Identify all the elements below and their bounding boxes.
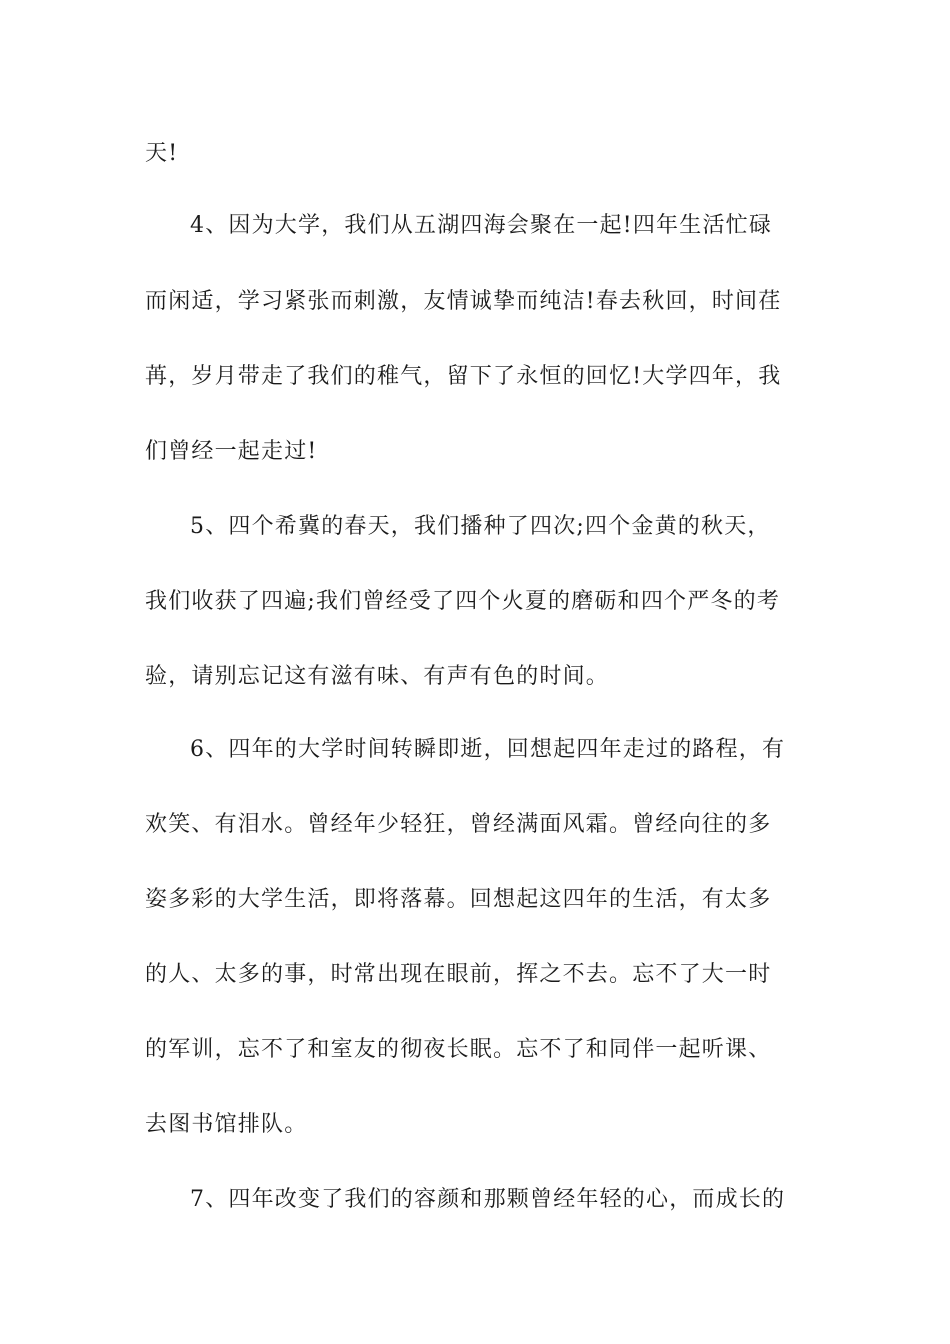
text-line: 们曾经一起走过! bbox=[145, 439, 318, 464]
text-line: 而闲适，学习紧张而刺激，友情诚挚而纯洁!春去秋回，时间荏 bbox=[145, 289, 782, 314]
paragraph-4-line-1: 4、因为大学，我们从五湖四海会聚在一起!四年生活忙碌 bbox=[190, 213, 773, 238]
text-line: 苒，岁月带走了我们的稚气，留下了永恒的回忆!大学四年，我 bbox=[145, 364, 782, 389]
text-line: 的人、太多的事，时常出现在眼前，挥之不去。忘不了大一时 bbox=[145, 962, 772, 987]
text-line: 姿多彩的大学生活，即将落幕。回想起这四年的生活，有太多 bbox=[145, 887, 772, 912]
text-line: 去图书馆排队。 bbox=[145, 1112, 308, 1137]
text-line: 欢笑、有泪水。曾经年少轻狂，曾经满面风霜。曾经向往的多 bbox=[145, 812, 772, 837]
paragraph-6-line-1: 6、四年的大学时间转瞬即逝，回想起四年走过的路程，有 bbox=[190, 737, 786, 762]
text-line: 的军训，忘不了和室友的彻夜长眠。忘不了和同伴一起听课、 bbox=[145, 1037, 772, 1062]
text-line: 验，请别忘记这有滋有味、有声有色的时间。 bbox=[145, 664, 610, 689]
paragraph-7-line-1: 7、四年改变了我们的容颜和那颗曾经年轻的心，而成长的 bbox=[190, 1187, 786, 1212]
paragraph-5-line-1: 5、四个希冀的春天，我们播种了四次;四个金黄的秋天， bbox=[190, 514, 771, 539]
text-line: 天! bbox=[145, 141, 179, 166]
text-line: 我们收获了四遍;我们曾经受了四个火夏的磨砺和四个严冬的考 bbox=[145, 589, 781, 614]
